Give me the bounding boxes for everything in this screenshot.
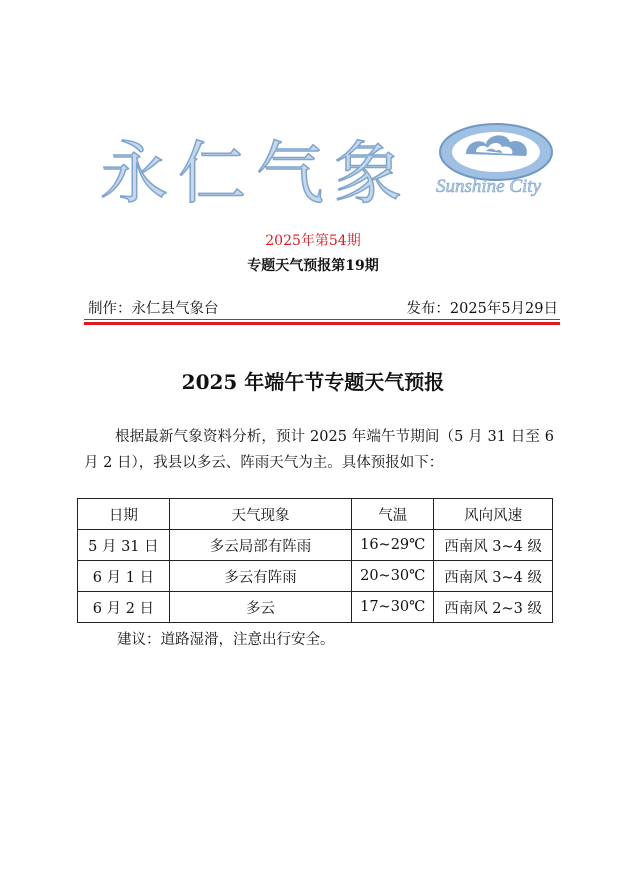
table-header-row [78, 499, 553, 530]
cell-wind: 西南风 3~4 级 [434, 561, 553, 592]
intro-paragraph: 根据最新气象资料分析，预计 2025 年端午节期间（5 月 31 日至 6 月 2 日），我县以多云、阵雨天气为主。具体预报如下： [84, 429, 554, 471]
issue-subtitle: 专题天气预报第19期 [247, 258, 379, 274]
cell-weather: 多云有阵雨 [169, 561, 352, 592]
cell-date: 6 月 1 日 [78, 561, 170, 592]
table-row [78, 561, 553, 592]
table-row [78, 530, 553, 561]
cell-temperature: 16~29℃ [352, 530, 434, 561]
masthead-title: 永仁气象 [100, 135, 413, 214]
publish-date-line: 发布：2025年5月29日 [406, 301, 558, 317]
cell-wind: 西南风 2~3 级 [434, 592, 553, 623]
header-weather: 天气现象 [169, 499, 352, 530]
header-date: 日期 [78, 499, 170, 530]
advice-text: 建议：道路湿滑，注意出行安全。 [117, 632, 335, 648]
cell-temperature: 17~30℃ [352, 592, 434, 623]
producer-line: 制作：永仁县气象台 [88, 301, 219, 317]
header-wind: 风向风速 [434, 499, 553, 530]
document-title: 2025 年端午节专题天气预报 [181, 370, 445, 394]
header-divider-thin [84, 319, 560, 320]
header-divider-thick [84, 322, 560, 325]
cell-weather: 多云 [169, 592, 352, 623]
cell-temperature: 20~30℃ [352, 561, 434, 592]
header-temperature: 气温 [352, 499, 434, 530]
cell-wind: 西南风 3~4 级 [434, 530, 553, 561]
issue-number: 2025年第54期 [265, 233, 361, 249]
table-row [78, 592, 553, 623]
masthead [96, 112, 566, 212]
logo-text: Sunshine City [436, 176, 542, 197]
forecast-table [77, 498, 553, 623]
cell-date: 6 月 2 日 [78, 592, 170, 623]
cell-date: 5 月 31 日 [78, 530, 170, 561]
cell-weather: 多云局部有阵雨 [169, 530, 352, 561]
